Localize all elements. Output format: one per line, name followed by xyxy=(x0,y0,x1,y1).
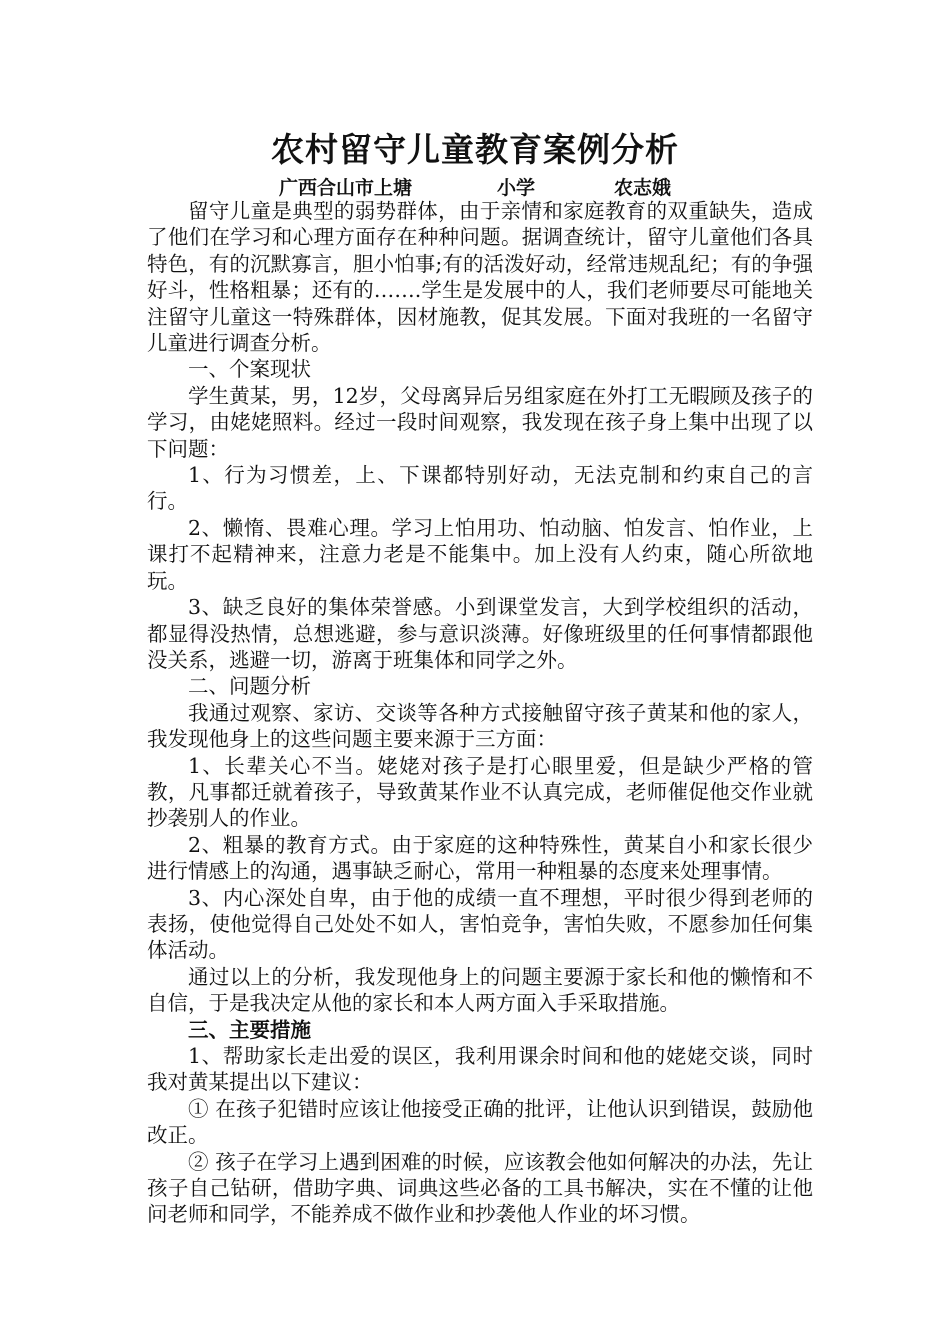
section-heading-3: 三、主要措施 xyxy=(188,1017,311,1042)
paragraph: ① 在孩子犯错时应该让他接受正确的批评，让他认识到错误，鼓励他改正。 xyxy=(147,1096,813,1148)
paragraph-intro: 留守儿童是典型的弱势群体，由于亲情和家庭教育的双重缺失，造成了他们在学习和心理方面存在种种问题。据调查统计，留守儿童他们各具特色，有的沉默寡言，胆小怕事;有的活泼好动，经常违规乱纪；有的争强好斗，性格粗暴；还有的…….学生是发展中的人，我们老师要尽可能地关注留守儿童这一特殊群体，因材施教，促其发展。下面对我班的一名留守儿童进行调查分析。 xyxy=(147,199,813,356)
paragraph: 1、行为习惯差，上、下课都特别好动，无法克制和约束自己的言行。 xyxy=(147,463,813,514)
paragraph: 学生黄某，男，12岁，父母离异后另组家庭在外打工无暇顾及孩子的学习，由姥姥照料。经过一段时间观察，我发现在孩子身上集中出现了以下问题： xyxy=(147,383,813,461)
paragraph: 通过以上的分析，我发现他身上的问题主要源于家长和他的懒惰和不自信，于是我决定从他的家长和本人两方面入手采取措施。 xyxy=(147,964,813,1016)
paragraph: ② 孩子在学习上遇到困难的时候，应该教会他如何解决的办法，先让孩子自己钻研，借助字典、词典这些必备的工具书解决，实在不懂的让他问老师和同学，不能养成不做作业和抄袭他人作业的坏习惯。 xyxy=(147,1149,813,1227)
byline-level: 小学 xyxy=(497,177,536,199)
paragraph: 3、内心深处自卑，由于他的成绩一直不理想，平时很少得到老师的表扬，使他觉得自己处处不如人，害怕竞争，害怕失败，不愿参加任何集体活动。 xyxy=(147,885,813,963)
section-heading-1: 一、个案现状 xyxy=(188,357,311,382)
section-heading-2: 二、问题分析 xyxy=(188,674,311,699)
byline-school: 广西合山市上塘 xyxy=(279,177,413,199)
document-body xyxy=(147,198,813,1228)
paragraph: 3、缺乏良好的集体荣誉感。小到课堂发言，大到学校组织的活动，都显得没热情，总想逃避，参与意识淡薄。好像班级里的任何事情都跟他没关系，逃避一切，游离于班集体和同学之外。 xyxy=(147,595,813,672)
document-title: 农村留守儿童教育案例分析 xyxy=(271,130,679,169)
paragraph: 2、粗暴的教育方式。由于家庭的这种特殊性，黄某自小和家长很少进行情感上的沟通，遇事缺乏耐心，常用一种粗暴的态度来处理事情。 xyxy=(147,832,813,884)
paragraph: 2、懒惰、畏难心理。学习上怕用功、怕动脑、怕发言、怕作业，上课打不起精神来，注意力老是不能集中。加上没有人约束，随心所欲地玩。 xyxy=(147,515,813,593)
paragraph: 我通过观察、家访、交谈等各种方式接触留守孩子黄某和他的家人，我发现他身上的这些问题主要来源于三方面： xyxy=(147,700,813,752)
paragraph: 1、帮助家长走出爱的误区，我利用课余时间和他的姥姥交谈，同时我对黄某提出以下建议： xyxy=(147,1044,813,1095)
byline-author: 农志娥 xyxy=(614,177,672,199)
paragraph: 1、长辈关心不当。姥姥对孩子是打心眼里爱，但是缺少严格的管教，凡事都迁就着孩子，导致黄某作业不认真完成，老师催促他交作业就抄袭别人的作业。 xyxy=(147,753,813,831)
